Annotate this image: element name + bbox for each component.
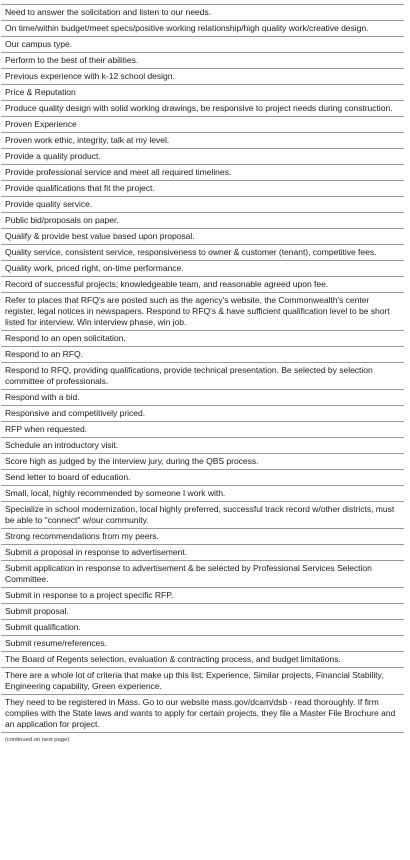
list-item: Submit resume/references. [1, 636, 404, 652]
response-list [1, 4, 404, 733]
list-item: Respond to an open solicitation. [1, 331, 404, 347]
list-item: Submit a proposal in response to advertisement. [1, 545, 404, 561]
list-item: Provide quality service. [1, 197, 404, 213]
list-item: Submit in response to a project specific RFP. [1, 588, 404, 604]
list-item: Provide a quality product. [1, 149, 404, 165]
list-item: They need to be registered in Mass. Go to our website mass.gov/dcam/dsb - read thoroughly. If firm complies with the State laws and wants to apply for certain projects, they file a Master File Brochure and an application for project. [1, 695, 404, 733]
list-item: Submit proposal. [1, 604, 404, 620]
list-item: Quality service, consistent service, responsiveness to owner & customer (tenant), competitive fees. [1, 245, 404, 261]
list-item: There are a whole lot of criteria that make up this list: Experience, Similar projects, Financial Stability, Engineering capability, Green experience. [1, 668, 404, 695]
list-item: Qualify & provide best value based upon proposal. [1, 229, 404, 245]
list-item: Score high as judged by the interview jury, during the QBS process. [1, 454, 404, 470]
list-item: Submit qualification. [1, 620, 404, 636]
list-item: Need to answer the solicitation and listen to our needs. [1, 5, 404, 21]
list-item: Perform to the best of their abilities. [1, 53, 404, 69]
list-item: Responsive and competitively priced. [1, 406, 404, 422]
list-item: Submit application in response to advertisement & be selected by Professional Services Selection Committee. [1, 561, 404, 588]
list-item: Public bid/proposals on paper. [1, 213, 404, 229]
list-item: Strong recommendations from my peers. [1, 529, 404, 545]
list-item: Record of successful projects; knowledgeable team, and reasonable agreed upon fee. [1, 277, 404, 293]
list-item: On time/within budget/meet specs/positive working relationship/high quality work/creative design. [1, 21, 404, 37]
list-item: The Board of Regents selection, evaluation & contracting process, and budget limitations. [1, 652, 404, 668]
list-item: Produce quality design with solid working drawings, be responsive to project needs during construction. [1, 101, 404, 117]
continued-note: (continued on next page) [5, 737, 70, 743]
list-item: Refer to places that RFQ's are posted such as the agency's website, the Commonwealth's center register, legal notices in newspapers. Respond to RFQ's & have sufficient qualification level to be short listed for interview. Win interview phase, win job. [1, 293, 404, 331]
list-item: Small, local, highly recommended by someone I work with. [1, 486, 404, 502]
list-item: Specialize in school modernization, local highly preferred, successful track record w/other districts, must be able to "connect" w/our community. [1, 502, 404, 529]
list-item: Send letter to board of education. [1, 470, 404, 486]
list-item: Quality work, priced right, on-time performance. [1, 261, 404, 277]
list-item: Respond to RFQ, providing qualifications, provide technical presentation. Be selected by selection committee of professionals. [1, 363, 404, 390]
list-item: Respond to an RFQ. [1, 347, 404, 363]
list-item: Price & Reputation [1, 85, 404, 101]
list-item: Provide qualifications that fit the project. [1, 181, 404, 197]
list-item: RFP when requested. [1, 422, 404, 438]
list-item: Our campus type. [1, 37, 404, 53]
list-item: Proven Experience [1, 117, 404, 133]
list-item: Schedule an introductory visit. [1, 438, 404, 454]
list-item: Previous experience with k-12 school design. [1, 69, 404, 85]
list-item: Proven work ethic, integrity, talk at my level. [1, 133, 404, 149]
list-item: Provide professional service and meet all required timelines. [1, 165, 404, 181]
list-item: Respond with a bid. [1, 390, 404, 406]
